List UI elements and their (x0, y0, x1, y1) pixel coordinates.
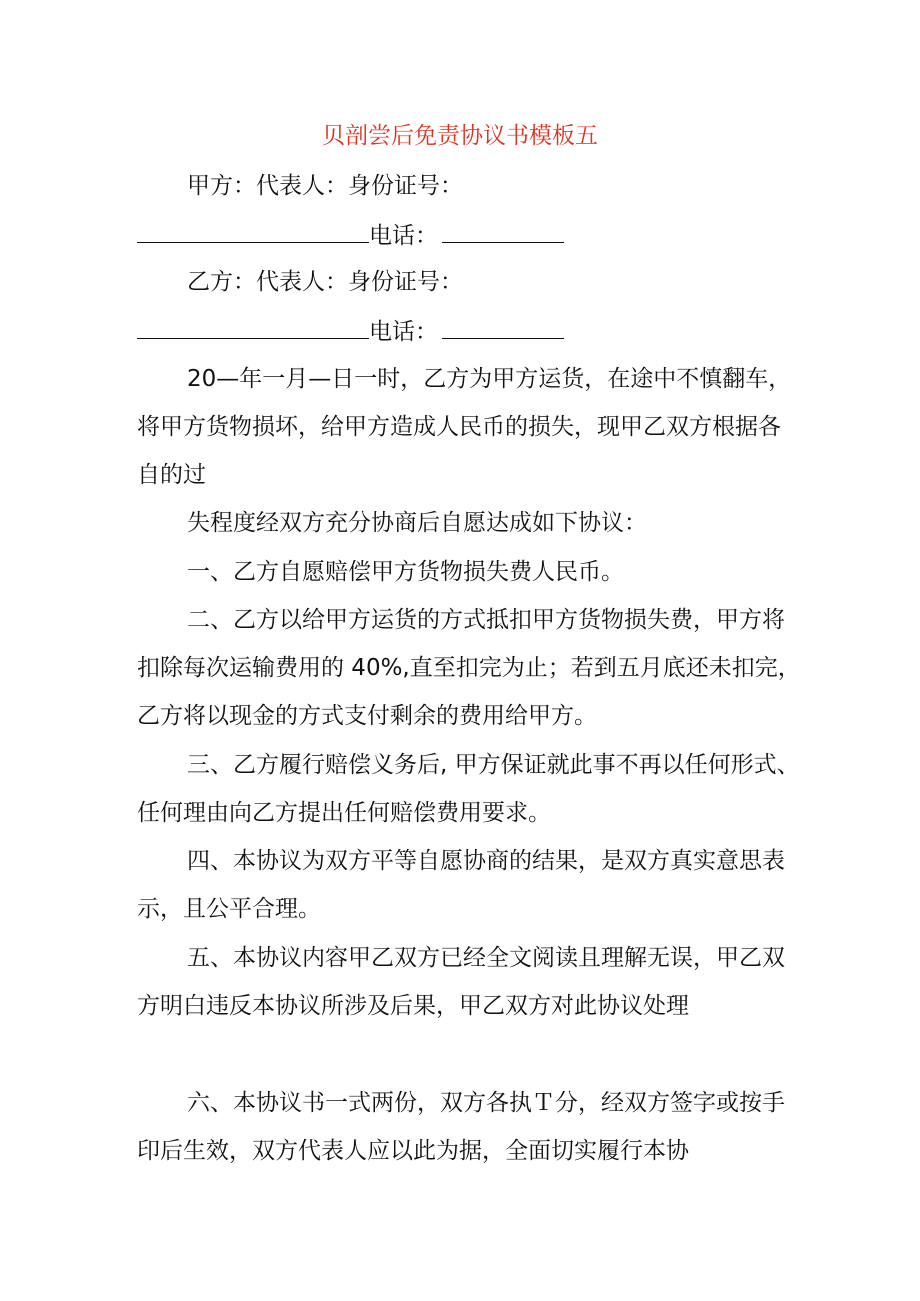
body-line: 将甲方货物损坏，给甲方造成人民币的损失，现甲乙双方根据各 (137, 414, 781, 440)
clause-4: 四、本协议为双方平等自愿协商的结果，是双方真实意思表 (187, 848, 785, 874)
body-line: 乙方将以现金的方式支付剩余的费用给甲方。 (137, 703, 597, 729)
party-b-phone-label: 电话： (369, 319, 438, 345)
party-a-phone-blank (442, 216, 564, 243)
body-line: 印后生效，双方代表人应以此为据，全面切实履行本协 (137, 1138, 689, 1164)
party-b-contact-row (137, 312, 564, 350)
party-b-phone-blank (442, 312, 564, 339)
party-a-line: 甲方：代表人：身份证号： (187, 173, 463, 199)
party-b-name-blank (137, 312, 369, 339)
clause-2: 二、乙方以给甲方运货的方式抵扣甲方货物损失费，甲方将 (187, 607, 785, 633)
clause-6: 六、本协议书一式两份，双方各执Ｔ分，经双方签字或按手 (187, 1090, 785, 1116)
clause-5: 五、本协议内容甲乙双方已经全文阅读且理解无误，甲乙双 (187, 945, 785, 971)
party-a-phone-label: 电话： (369, 223, 438, 249)
body-line: 20—年一月—日一时，乙方为甲方运货，在途中不慎翻车， (187, 366, 792, 392)
party-a-name-blank (137, 216, 369, 243)
document-title: 贝剖尝后免责协议书模板五 (322, 123, 598, 149)
party-b-line: 乙方：代表人：身份证号： (187, 269, 463, 295)
clause-3: 三、乙方履行赔偿义务后, 甲方保证就此事不再以任何形式、 (187, 752, 800, 778)
body-line: 失程度经双方充分协商后自愿达成如下协议： (187, 510, 647, 536)
body-line: 示，且公平合理。 (137, 896, 321, 922)
body-line: 自的过 (137, 462, 206, 488)
body-line: 方明白违反本协议所涉及后果，甲乙双方对此协议处理 (137, 993, 689, 1019)
party-a-contact-row (137, 216, 564, 254)
body-line: 任何理由向乙方提出任何赔偿费用要求。 (137, 800, 551, 826)
clause-1: 一、乙方自愿赔偿甲方货物损失费人民币。 (187, 559, 624, 585)
body-line: 扣除每次运输费用的 40%,直至扣完为止；若到五月底还未扣完， (137, 655, 801, 681)
